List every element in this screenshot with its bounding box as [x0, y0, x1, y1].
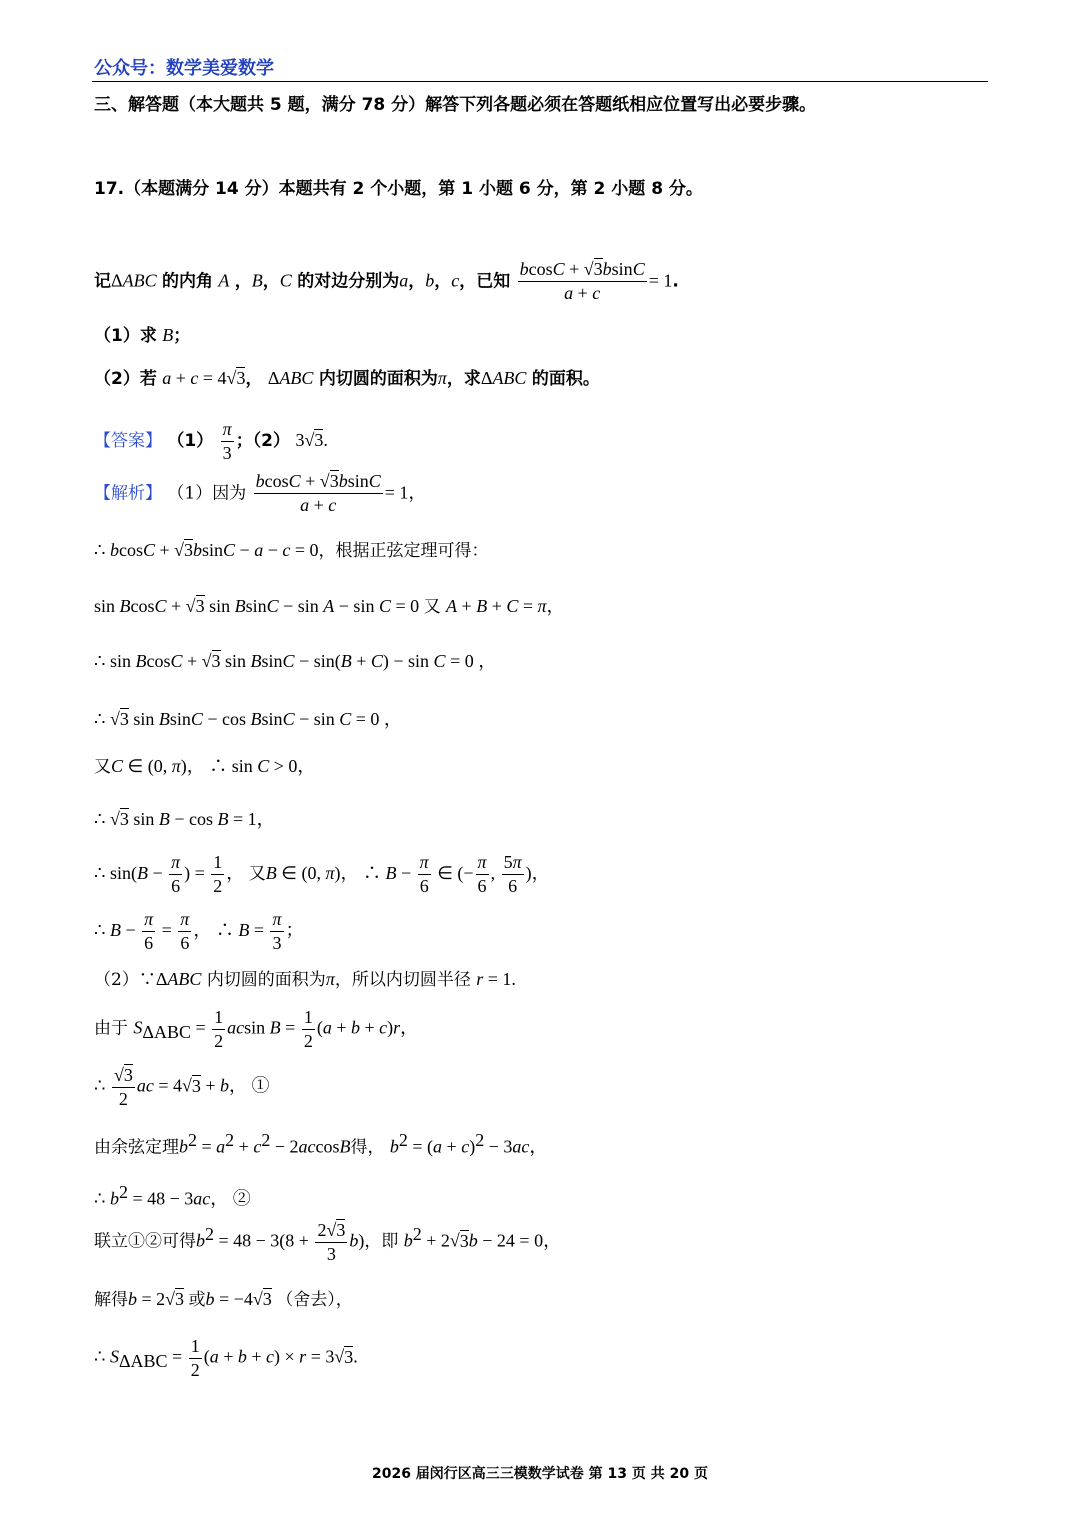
step-2: sin BcosC + √3 sin BsinC − sin A − sin C = 0 又 A + B + C = π， [94, 596, 565, 617]
analysis-start: 【解析】 （1）因为 $\frac{bcosC + √3bsinC}{a + c}$ = 1， [94, 471, 427, 516]
step-14: 联立①②可得$b^2 = 48 - 3(8$ + $\frac{2√3}{3}$ b)，即 $b^2 + 2√3b - 24 = 0$， [94, 1220, 562, 1264]
step-15: 解得b = 2√3 或b = −4√3 （舍去）， [94, 1289, 353, 1310]
step-1: ∴ bcosC + √3bsinC − a − c = 0，根据正弦定理可得： [94, 540, 489, 561]
step-3: ∴ sin BcosC + √3 sin BsinC − sin(B + C) − sin C = 0 ， [94, 651, 497, 671]
problem-stem: 记ΔABC 的内角 A ，B，C 的对边分别为a，b，c，已知 $\frac{bcosC + √3bsinC}{a + c}$ = 1. [94, 259, 679, 304]
step-9: （2）∵ΔABC 内切圆的面积为π，所以内切圆半径 r = 1. [94, 969, 516, 990]
header-title: 公众号：数学美爱数学 [94, 58, 274, 79]
step-10: 由于 $S_{\Delta ABC}$ = $\frac{1}{2}$ acsin B = $\frac{1}{2}$ (a + b + c)r， [94, 1007, 419, 1051]
part-1: （1）求 B； [94, 325, 191, 346]
step-6: ∴ √3 sin B − cos B = 1， [94, 809, 275, 829]
step-7: ∴ sin(B − $\frac{\pi}{6}$ ) = $\frac{1}{2}$ ， 又B ∈ (0, π)， ∴ B − $\frac{\pi}{6}$ ∈ (− $\frac{\pi}{6}$ , $\frac{5\pi}{6}$ )， [94, 852, 550, 897]
page-footer: 2026 届闵行区高三三模数学试卷 第 13 页 共 20 页 [371, 1466, 709, 1482]
answer: 【答案】 （1） $\frac{\pi}{3}$ ；（2） 3√3. [94, 419, 328, 464]
step-8: ∴ B − $\frac{\pi}{6}$ = $\frac{\pi}{6}$ ， ∴ B = $\frac{\pi}{3}$ ； [94, 909, 304, 954]
step-12: 由余弦定理$b^2 = a^2 + c^2 - 2accosB$得， $b^2 = (a + c)^2 - 3ac$， [94, 1130, 548, 1158]
part-2: （2）若 a + c = 4√3， ΔABC 内切圆的面积为π，求ΔABC 的面积。 [94, 368, 600, 389]
step-13: ∴ $b^2 = 48 - 3ac$， ② [94, 1182, 251, 1209]
step-11: ∴ $\frac{√3}{2}$ ac = 4√3 + b， ① [94, 1065, 270, 1109]
step-4: ∴ √3 sin BsinC − cos BsinC − sin C = 0 ， [94, 709, 402, 729]
step-16: ∴ $S_{\Delta ABC}$ = $\frac{1}{2}$ (a + b + c) × r = 3√3. [94, 1336, 358, 1380]
header-rule [92, 81, 988, 82]
step-5: 又C ∈ (0, π)， ∴ sin C > 0， [94, 756, 316, 777]
problem-title: 17.（本题满分 14 分）本题共有 2 个小题，第 1 小题 6 分，第 2 小题 8 分。 [94, 179, 703, 199]
section-heading: 三、解答题（本大题共 5 题，满分 78 分）解答下列各题必须在答题纸相应位置写出必要步骤。 [94, 95, 817, 115]
